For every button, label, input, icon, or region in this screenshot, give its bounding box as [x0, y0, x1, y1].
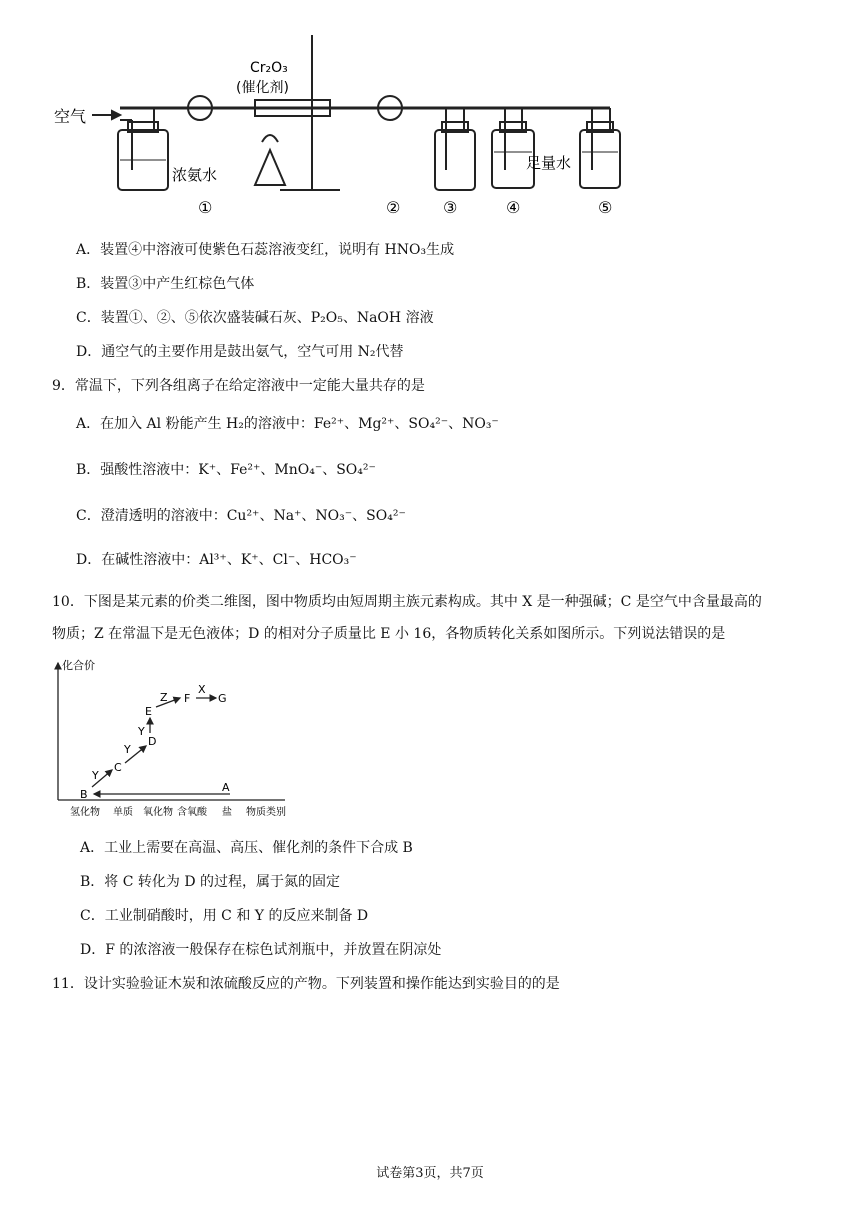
category-hydride: 氢化物 [70, 807, 100, 818]
catalyst-formula: Cr₂O₃ [250, 60, 288, 76]
q10-stem-line1: 10．下图是某元素的价类二维图，图中物质均由短周期主族元素构成。其中 X 是一种强碱；C 是空气中含量最高的 [52, 594, 762, 610]
arrow-label-y1: Y [92, 769, 99, 782]
marker-5: ⑤ [598, 198, 613, 217]
arrow-label-z: Z [160, 691, 168, 704]
arrow-label-x: X [198, 683, 206, 696]
left-bottle-label: 浓氨水 [172, 166, 218, 184]
apparatus-diagram [50, 30, 650, 220]
q10-option-c: C．工业制硝酸时，用 C 和 Y 的反应来制备 D [80, 908, 369, 924]
q9-option-d: D．在碱性溶液中：Al³⁺、K⁺、Cl⁻、HCO₃⁻ [76, 552, 357, 568]
marker-1: ① [198, 198, 213, 217]
marker-4: ④ [506, 198, 521, 217]
point-a: A [222, 781, 230, 794]
point-g: G [218, 692, 227, 705]
q10-option-b: B．将 C 转化为 D 的过程，属于氮的固定 [80, 874, 341, 890]
point-e: E [145, 705, 152, 718]
catalyst-label: (催化剂) [236, 80, 289, 96]
point-c: C [114, 761, 122, 774]
category-oxyacid: 含氧酸 [177, 807, 207, 818]
marker-3: ③ [443, 198, 458, 217]
category-element: 单质 [113, 807, 133, 818]
q9-option-a: A．在加入 Al 粉能产生 H₂的溶液中：Fe²⁺、Mg²⁺、SO₄²⁻、NO₃⁻ [76, 416, 499, 432]
x-axis-label: 物质类别 [246, 807, 286, 818]
category-salt: 盐 [222, 807, 232, 818]
air-label: 空气 [54, 107, 87, 126]
q10-option-d: D．F 的浓溶液一般保存在棕色试剂瓶中，并放置在阴凉处 [80, 942, 442, 958]
arrow-label-y3: Y [138, 725, 145, 738]
point-b: B [80, 788, 88, 801]
arrow-label-y2: Y [124, 743, 131, 756]
q11-stem: 11．设计实验验证木炭和浓硫酸反应的产物。下列装置和操作能达到实验目的的是 [52, 976, 560, 992]
point-d: D [148, 735, 157, 748]
q9-stem: 9．常温下，下列各组离子在给定溶液中一定能大量共存的是 [52, 378, 425, 394]
q9-option-c: C．澄清透明的溶液中：Cu²⁺、Na⁺、NO₃⁻、SO₄²⁻ [76, 508, 406, 524]
point-f: F [184, 692, 191, 705]
valence-class-diagram [50, 655, 330, 830]
q10-stem-line2: 物质；Z 在常温下是无色液体；D 的相对分子质量比 E 小 16，各物质转化关系如图所示。下列说法错误的是 [52, 626, 726, 642]
marker-2: ② [386, 198, 401, 217]
q8-option-c: C．装置①、②、⑤依次盛装碱石灰、P₂O₅、NaOH 溶液 [76, 310, 434, 326]
page-footer: 试卷第3页，共7页 [376, 1166, 484, 1181]
q9-option-b: B．强酸性溶液中：K⁺、Fe²⁺、MnO₄⁻、SO₄²⁻ [76, 462, 376, 478]
q10-option-a: A．工业上需要在高温、高压、催化剂的条件下合成 B [80, 840, 413, 856]
q8-option-d: D．通空气的主要作用是鼓出氨气，空气可用 N₂代替 [76, 344, 404, 360]
y-axis-label: 化合价 [62, 659, 95, 672]
q8-option-a: A．装置④中溶液可使紫色石蕊溶液变红，说明有 HNO₃生成 [76, 242, 455, 258]
q8-option-b: B．装置③中产生红棕色气体 [76, 276, 255, 292]
category-oxide: 氧化物 [143, 807, 173, 818]
right-bottle-label: 足量水 [526, 154, 572, 172]
